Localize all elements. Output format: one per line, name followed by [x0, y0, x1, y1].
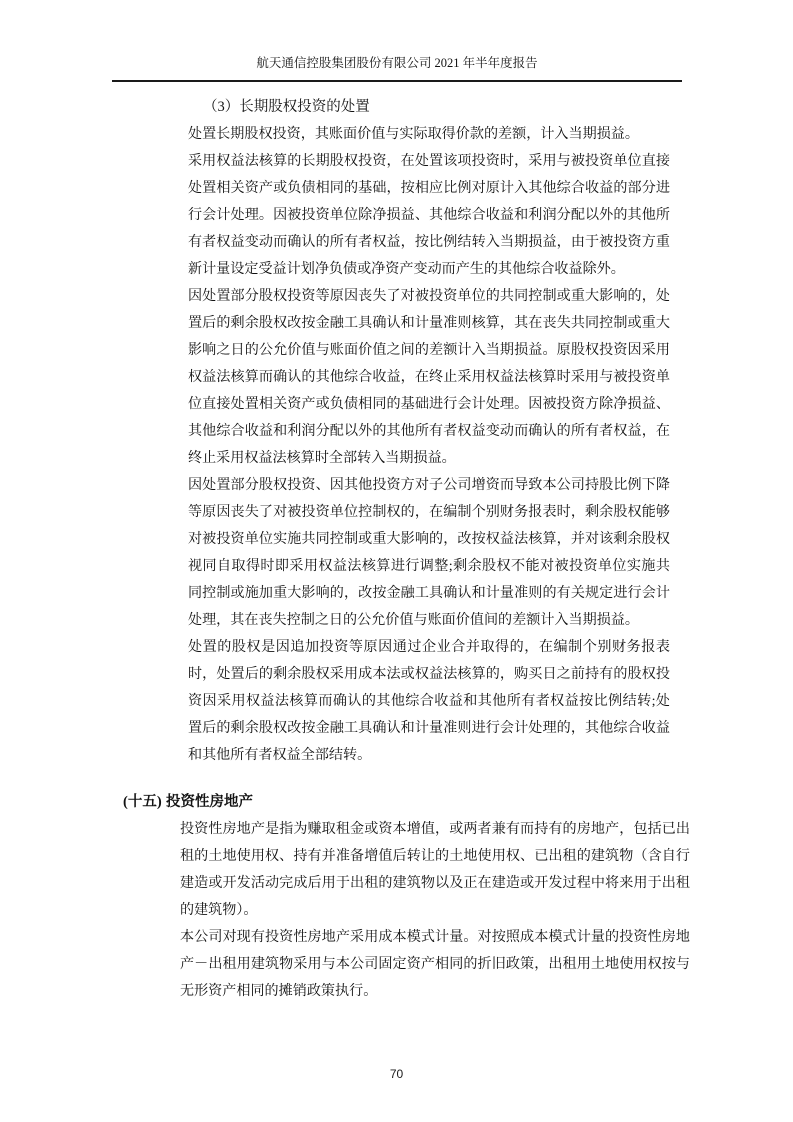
section-long-term-equity-disposal	[188, 94, 670, 769]
paragraph-line: 本公司对现有投资性房地产采用成本模式计量。对按照成本模式计量的投资性房地	[180, 929, 690, 945]
paragraph-line: 处置的股权是因追加投资等原因通过企业合并取得的，在编制个别财务报表	[188, 639, 670, 655]
paragraph-line: 处理，其在丧失控制之日的公允价值与账面价值间的差额计入当期损益。	[188, 612, 639, 628]
paragraph-line: 处置长期股权投资，其账面价值与实际取得价款的差额，计入当期损益。	[188, 126, 639, 142]
paragraph-line: 权益法核算而确认的其他综合收益，在终止采用权益法核算时采用与被投资单	[188, 369, 670, 385]
section-heading-investment-property	[123, 789, 690, 816]
paragraph-line: 有者权益变动而确认的所有者权益，按比例结转入当期损益，由于被投资方重	[188, 234, 670, 250]
paragraph-line: 无形资产相同的摊销政策执行。	[180, 983, 378, 999]
section-heading-disposal: （3）长期股权投资的处置	[203, 99, 370, 115]
section-investment-property	[123, 789, 690, 1005]
paragraph-line: 等原因丧失了对被投资单位控制权的，在编制个别财务报表时，剩余股权能够	[188, 504, 670, 520]
paragraph-line: 新计量设定受益计划净负债或净资产变动而产生的其他综合收益除外。	[188, 261, 625, 277]
paragraph-line: 终止采用权益法核算时全部转入当期损益。	[188, 450, 456, 466]
paragraph-line: 租的土地使用权、持有并准备增值后转让的土地使用权、已出租的建筑物（含自行	[180, 848, 690, 864]
paragraph-line: 投资性房地产是指为赚取租金或资本增值，或两者兼有而持有的房地产，包括已出	[180, 821, 690, 837]
paragraph-line: 影响之日的公允价值与账面价值之间的差额计入当期损益。原股权投资因采用	[188, 342, 670, 358]
paragraph-line: 建造或开发活动完成后用于出租的建筑物以及正在建造或开发过程中将来用于出租	[180, 875, 690, 891]
paragraph-line: 视同自取得时即采用权益法核算进行调整;剩余股权不能对被投资单位实施共	[188, 558, 670, 574]
paragraph-line: 和其他所有者权益全部结转。	[188, 747, 372, 763]
paragraph-line: 同控制或施加重大影响的，改按金融工具确认和计量准则的有关规定进行会计	[188, 585, 670, 601]
page-header	[112, 54, 682, 82]
paragraph-line: 其他综合收益和利润分配以外的其他所有者权益变动而确认的所有者权益，在	[188, 423, 670, 439]
page-number: 70	[389, 1067, 404, 1081]
paragraph-line: 位直接处置相关资产或负债相同的基础进行会计处理。因被投资方除净损益、	[188, 396, 670, 412]
paragraph-line: 产－出租用建筑物采用与本公司固定资产相同的折旧政策，出租用土地使用权按与	[180, 956, 690, 972]
paragraph-line: 因处置部分股权投资等原因丧失了对被投资单位的共同控制或重大影响的，处	[188, 288, 670, 304]
paragraph-line: 因处置部分股权投资、因其他投资方对子公司增资而导致本公司持股比例下降	[188, 477, 670, 493]
paragraph-line: 采用权益法核算的长期股权投资，在处置该项投资时，采用与被投资单位直接	[188, 153, 670, 169]
paragraph-line: 置后的剩余股权改按金融工具确认和计量准则进行会计处理的，其他综合收益	[188, 720, 670, 736]
paragraph-line: 时，处置后的剩余股权采用成本法或权益法核算的，购买日之前持有的股权投	[188, 666, 670, 682]
paragraph-line: 的建筑物）。	[180, 902, 258, 918]
section-investment-property-body	[180, 816, 690, 1005]
paragraph-line: 资因采用权益法核算而确认的其他综合收益和其他所有者权益按比例结转;处	[188, 693, 670, 709]
paragraph-line: 对被投资单位实施共同控制或重大影响的，改按权益法核算，并对该剩余股权	[188, 531, 670, 547]
section-number: (十五)	[123, 794, 162, 810]
paragraph-line: 置后的剩余股权改按金融工具确认和计量准则核算，其在丧失共同控制或重大	[188, 315, 670, 331]
section-title: 投资性房地产	[166, 794, 253, 810]
paragraph-line: 处置相关资产或负债相同的基础，按相应比例对原计入其他综合收益的部分进	[188, 180, 670, 196]
paragraph-line: 行会计处理。因被投资单位除净损益、其他综合收益和利润分配以外的其他所	[188, 207, 670, 223]
report-header-title: 航天通信控股集团股份有限公司 2021 年半年度报告	[256, 56, 538, 70]
